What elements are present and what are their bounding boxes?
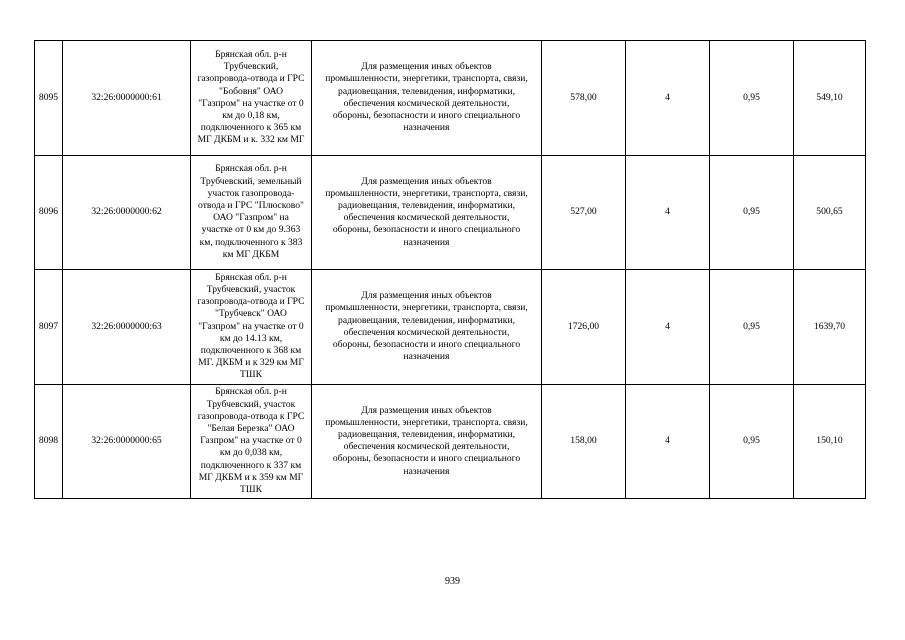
cadastral-number: 32:26:0000000:65 [63,384,191,499]
row-number: 8096 [35,155,63,270]
area-value: 527,00 [542,155,626,270]
location-description: Брянская обл. р-н Трубчевский, земельный участок газопровода- отвода и ГРС "Плюсково" ОАО "Газпром" на участке от 0 км до 9.363 км, подключенного к 383 км МГ ДКБМ [191,155,312,270]
permitted-use: Для размещения иных объектов промышленности, энергетики, транспорта, связи, радиовещания, телевидения, информатики, обеспечения космической деятельности, обороны, безопасности и иного специального назначения [312,270,542,385]
row-number: 8095 [35,41,63,156]
location-description: Брянская обл. р-н Трубчевский, газопровода-отвода и ГРС "Бобовня" ОАО "Газпром" на участке от 0 км до 0,18 км, подключенного к 365 км МГ ДКБМ и к. 332 км МГ [191,41,312,156]
cadastral-number: 32:26:0000000:61 [63,41,191,156]
result-value: 500,65 [794,155,866,270]
coefficient-value: 0,95 [710,270,794,385]
row-number: 8097 [35,270,63,385]
cadastral-number: 32:26:0000000:63 [63,270,191,385]
table-row [35,270,866,385]
result-value: 549,10 [794,41,866,156]
coefficient-value: 0,95 [710,41,794,156]
permitted-use: Для размещения иных объектов промышленности, энергетики, транспорта, связи, радиовещания, телевидения, информатики, обеспечения космической деятельности, обороны, безопасности и иного специального назначения [312,155,542,270]
table-row [35,384,866,499]
area-value: 158,00 [542,384,626,499]
result-value: 1639,70 [794,270,866,385]
category-value: 4 [626,41,710,156]
coefficient-value: 0,95 [710,384,794,499]
land-registry-table [34,40,866,499]
table-row [35,155,866,270]
permitted-use: Для размещения иных объектов промышленности, энергетики, транспорта. связи, радиовещания, телевидения, информатики, обеспечения космической деятельности, обороны, безопасности и иного специального назначения [312,384,542,499]
location-description: Брянская обл. р-н Трубчевский, участок газопровода-отвода и ГРС "Трубчевск" ОАО "Газпром" на участке от 0 км до 14.13 км, подключенного к 368 км МГ. ДКБМ и к 329 км МГ ТШК [191,270,312,385]
cadastral-number: 32:26:0000000:62 [63,155,191,270]
area-value: 1726,00 [542,270,626,385]
result-value: 150,10 [794,384,866,499]
page-number: 939 [445,576,460,587]
area-value: 578,00 [542,41,626,156]
category-value: 4 [626,270,710,385]
coefficient-value: 0,95 [710,155,794,270]
category-value: 4 [626,155,710,270]
category-value: 4 [626,384,710,499]
table-row [35,41,866,156]
permitted-use: Для размещения иных объектов промышленности, энергетики, транспорта, связи, радиовещания, телевидения, информатики, обеспечения космической деятельности, обороны, безопасности и иного специального назначения [312,41,542,156]
row-number: 8098 [35,384,63,499]
location-description: Брянская обл. р-н Трубчевский, участок газопровода-отвода к ГРС "Белая Березка" ОАО Газпром" на участке от 0 км до 0,038 км, подключенного к 337 км МГ ДКБМ и к 359 км МГ ТШК [191,384,312,499]
